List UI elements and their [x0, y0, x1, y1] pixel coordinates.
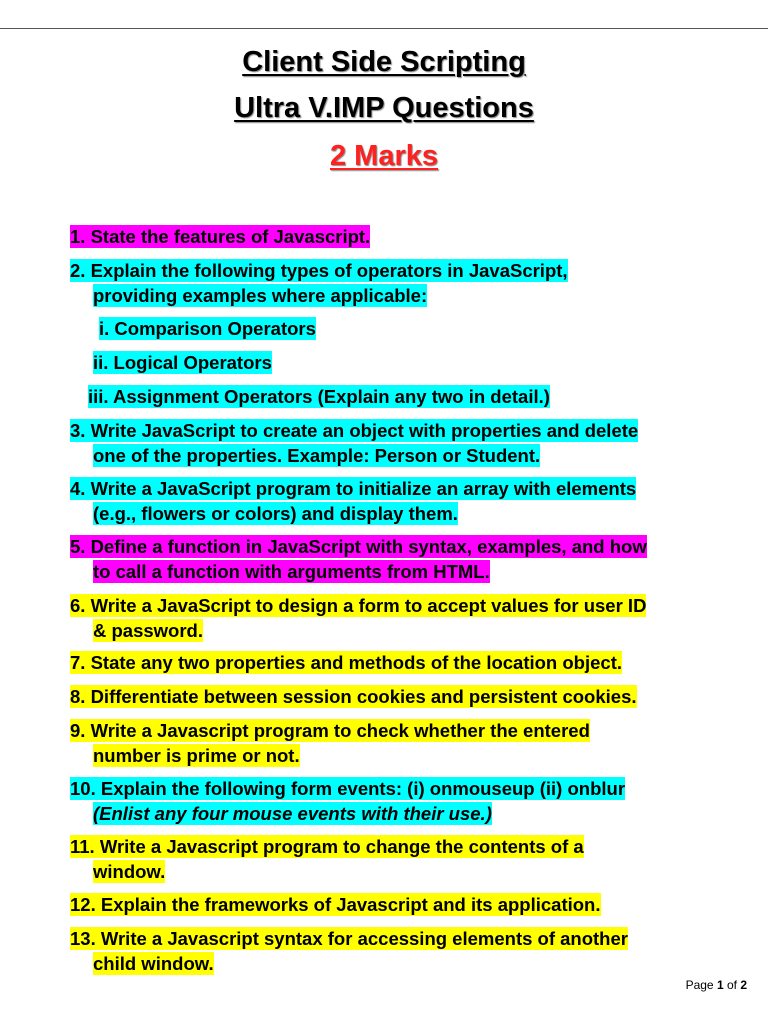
question-line: 10. Explain the following form events: (i) onmouseup (ii) onblur [70, 778, 626, 799]
question-line: 5. Define a function in JavaScript with syntax, examples, and how [70, 536, 647, 557]
page-current: 1 [716, 978, 724, 992]
subitem-iii [88, 385, 550, 410]
page-total: 2 [740, 978, 747, 992]
subitem-ii [93, 351, 272, 376]
question-line: (e.g., flowers or colors) and display them. [93, 502, 458, 524]
question-line: providing examples where applicable: [93, 284, 428, 306]
question-9 [70, 719, 590, 768]
question-line: 2. Explain the following types of operators in JavaScript, [70, 260, 568, 281]
marks-heading: 2 Marks [329, 140, 438, 172]
question-line: 7. State any two properties and methods of the location object. [70, 652, 622, 673]
question-3 [70, 419, 638, 468]
question-line: iii. Assignment Operators (Explain any two in detail.) [88, 386, 550, 407]
question-7 [70, 651, 622, 676]
question-line: (Enlist any four mouse events with their use.) [93, 802, 492, 824]
page-title: Client Side Scripting [242, 46, 526, 78]
question-line: 6. Write a JavaScript to design a form to accept values for user ID [70, 595, 647, 616]
question-12 [70, 893, 601, 918]
question-line: child window. [93, 952, 214, 974]
question-line: ii. Logical Operators [93, 352, 272, 373]
question-13 [70, 927, 628, 976]
question-5 [70, 535, 647, 584]
page-subtitle: Ultra V.IMP Questions [234, 92, 534, 124]
question-line: 12. Explain the frameworks of Javascript and its application. [70, 894, 601, 915]
question-11 [70, 835, 584, 884]
question-1 [70, 225, 370, 250]
question-line: one of the properties. Example: Person or Student. [93, 444, 541, 466]
question-line: 1. State the features of Javascript. [70, 226, 371, 247]
page-middle: of [723, 978, 741, 992]
question-line: 13. Write a Javascript syntax for accessing elements of another [70, 928, 628, 949]
question-line: i. Comparison Operators [99, 318, 316, 339]
question-line: & password. [93, 619, 203, 641]
question-line: 4. Write a JavaScript program to initialize an array with elements [70, 478, 637, 499]
question-line: 3. Write JavaScript to create an object with properties and delete [70, 420, 639, 441]
question-4 [70, 477, 636, 526]
page-prefix: Page [685, 978, 717, 992]
question-6 [70, 594, 646, 643]
question-line: number is prime or not. [93, 744, 300, 766]
page-number [686, 978, 747, 992]
question-line: 8. Differentiate between session cookies and persistent cookies. [70, 686, 637, 707]
question-line: window. [93, 860, 166, 882]
question-8 [70, 685, 637, 710]
question-line: 11. Write a Javascript program to change the contents of a [70, 836, 584, 857]
question-line: 9. Write a Javascript program to check whether the entered [70, 720, 590, 741]
subitem-i [99, 317, 316, 342]
question-2 [70, 259, 568, 308]
question-line: to call a function with arguments from HTML. [93, 560, 490, 582]
top-rule [0, 28, 768, 29]
question-10 [70, 777, 625, 826]
